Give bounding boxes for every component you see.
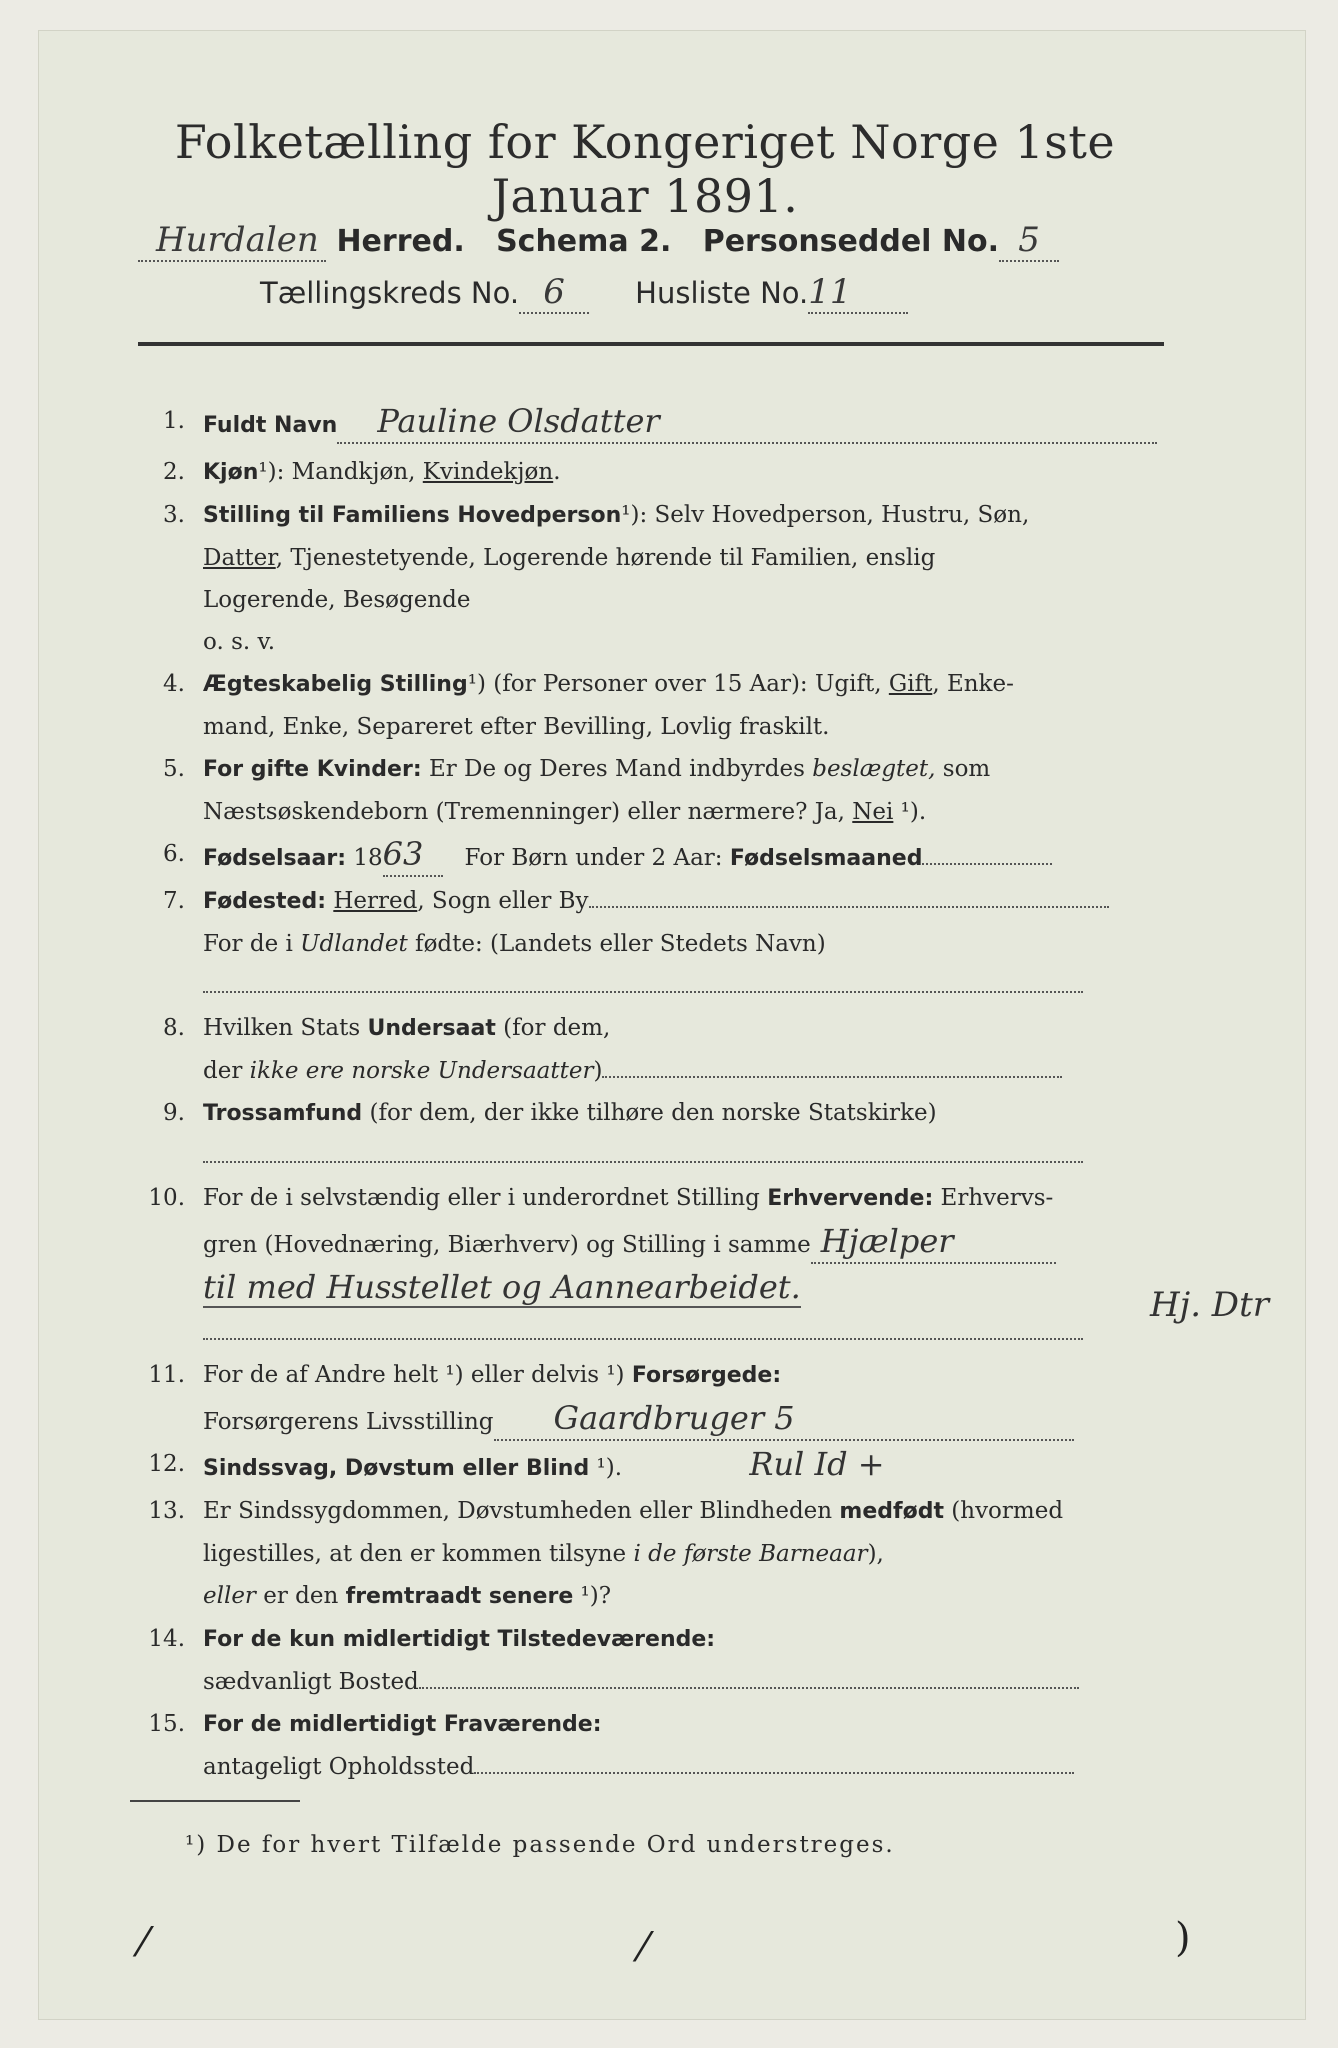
item-text: For de i xyxy=(203,931,301,957)
taellingskreds-label: Tællingskreds No. xyxy=(260,276,520,310)
item-label: Erhvervende: xyxy=(767,1186,934,1211)
item-1 xyxy=(130,400,1180,447)
item-label: Fødselsmaaned xyxy=(729,846,923,871)
item-6 xyxy=(130,833,1180,880)
item-text: Forsørgerens Livsstilling xyxy=(203,1409,494,1435)
item-label: Ægteskabelig Stilling xyxy=(203,672,468,697)
item-text: er den xyxy=(255,1583,346,1609)
provider-occupation-value: Gaardbruger 5 xyxy=(494,1397,1074,1441)
item-number: 9. xyxy=(163,1100,185,1126)
item-text: , Enke- xyxy=(932,671,1014,697)
item-text: For Børn under 2 Aar: xyxy=(464,845,723,871)
item-text: Er De og Deres Mand indbyrdes xyxy=(428,756,813,782)
item-label: Fuldt Navn xyxy=(203,413,338,438)
item-label: Sindssvag, Døvstum eller Blind xyxy=(203,1456,590,1481)
item-label: For gifte Kvinder: xyxy=(203,757,422,782)
item-text: Logerende, Besøgende xyxy=(203,587,471,613)
item-label: Fødested: xyxy=(203,889,326,914)
item-text: Erhvervs- xyxy=(933,1185,1054,1211)
item-text: Hvilken Stats xyxy=(203,1015,368,1041)
question-list xyxy=(130,400,1180,1788)
husliste-value: 11 xyxy=(808,272,908,314)
item-text: For de i selvstændig eller i underordnet Stilling xyxy=(203,1185,768,1211)
marked-option: Kvindekjøn xyxy=(422,459,554,485)
item-4 xyxy=(130,663,1180,748)
item-number: 7. xyxy=(163,888,185,914)
item-text: (for dem, xyxy=(495,1015,611,1041)
item-11 xyxy=(130,1354,1180,1443)
item-10 xyxy=(130,1177,1180,1354)
item-number: 6. xyxy=(163,841,185,867)
item-label: Kjøn xyxy=(203,460,259,485)
item-text: . xyxy=(553,459,561,485)
item-text: Er Sindssygdommen, Døvstumheden eller Blindheden xyxy=(203,1498,840,1524)
item-3 xyxy=(130,494,1180,663)
header-line-taellingskreds xyxy=(260,272,1160,314)
item-number: 11. xyxy=(148,1362,185,1388)
item-2 xyxy=(130,451,1180,494)
item-text: For de af Andre helt ¹) eller delvis ¹) xyxy=(203,1362,632,1388)
item-8 xyxy=(130,1007,1180,1092)
item-label: Stilling til Familiens Hovedperson xyxy=(203,503,622,528)
form-title: Folketælling for Kongeriget Norge 1ste Januar 1891. xyxy=(174,115,1116,223)
item-text: Næstsøskendeborn (Tremenninger) eller nærmere? Ja, xyxy=(203,799,853,825)
item-text: o. s. v. xyxy=(203,629,276,655)
item-text: ligestilles, at den er kommen tilsyne xyxy=(203,1541,634,1567)
marked-option: Nei xyxy=(852,799,894,825)
item-number: 3. xyxy=(163,502,185,528)
item-number: 5. xyxy=(163,756,185,782)
margin-annotation: Hj. Dtr xyxy=(1150,1285,1269,1325)
item-text: , Tjenestetyende, Logerende hørende til Familien, enslig xyxy=(275,545,936,571)
husliste-label: Husliste No. xyxy=(635,276,809,310)
item-number: 4. xyxy=(163,671,185,697)
item-number: 14. xyxy=(148,1626,185,1652)
item-text: fødte: (Landets eller Stedets Navn) xyxy=(407,931,826,957)
item-number: 10. xyxy=(148,1185,185,1211)
birth-year-prefix: 18 xyxy=(353,845,383,871)
header-rule xyxy=(138,342,1164,346)
item-label: For de kun midlertidigt Tilstedeværende: xyxy=(203,1627,716,1652)
marked-option: Datter xyxy=(203,545,276,571)
marked-option: Gift xyxy=(888,671,933,697)
disability-value: Rul Id + xyxy=(749,1445,885,1483)
item-text: (hvormed xyxy=(943,1498,1064,1524)
full-name-value: Pauline Olsdatter xyxy=(337,400,1157,444)
item-label: medfødt xyxy=(839,1499,944,1524)
personseddel-label: Personseddel No. xyxy=(702,224,1000,259)
item-14 xyxy=(130,1618,1180,1703)
item-label: Trossamfund xyxy=(203,1101,363,1126)
item-text: ¹): Selv Hovedperson, Hustru, Søn, xyxy=(621,502,1030,528)
item-text: gren (Hovednæring, Biærhverv) og Stilling i samme xyxy=(203,1232,811,1258)
occupation-value-a: Hjælper xyxy=(811,1220,1056,1264)
item-number: 2. xyxy=(163,459,185,485)
occupation-value-b: til med Husstellet og Aannearbeidet. xyxy=(203,1268,801,1306)
taellingskreds-value: 6 xyxy=(519,272,589,314)
item-text: antageligt Opholdssted xyxy=(203,1754,475,1780)
item-text: ), xyxy=(867,1541,884,1567)
item-5 xyxy=(130,748,1180,833)
item-13 xyxy=(130,1490,1180,1618)
header-line-herred xyxy=(138,220,1188,262)
item-number: 15. xyxy=(148,1711,185,1737)
item-label: fremtraadt senere xyxy=(345,1584,574,1609)
schema-label: Schema 2. xyxy=(496,224,672,259)
item-number: 12. xyxy=(148,1451,185,1477)
item-number: 8. xyxy=(163,1015,185,1041)
item-label: Fødselsaar: xyxy=(203,846,346,871)
pen-mark-left: ⁄ xyxy=(140,1920,147,1966)
item-text: der xyxy=(203,1058,250,1084)
pen-mark-right: ) xyxy=(1175,1915,1191,1961)
item-text: Udlandet xyxy=(300,931,408,957)
item-7 xyxy=(130,880,1180,1007)
item-text: ¹). xyxy=(893,799,927,825)
item-text: ¹): Mandkjøn, xyxy=(258,459,423,485)
item-text: sædvanligt Bosted xyxy=(203,1669,419,1695)
item-text: ikke ere norske Undersaatter xyxy=(249,1058,594,1084)
item-text: , Sogn eller By xyxy=(417,888,589,914)
item-number: 13. xyxy=(148,1498,185,1524)
item-15 xyxy=(130,1703,1180,1788)
item-number: 1. xyxy=(163,408,185,434)
item-text: beslægtet, xyxy=(812,756,936,782)
item-9 xyxy=(130,1092,1180,1177)
marked-option: Herred xyxy=(333,888,418,914)
item-text: eller xyxy=(203,1583,256,1609)
personseddel-value: 5 xyxy=(999,220,1059,262)
item-label: For de midlertidigt Fraværende: xyxy=(203,1712,602,1737)
footnote-rule xyxy=(130,1800,300,1802)
item-text: (for dem, der ikke tilhøre den norske Statskirke) xyxy=(362,1100,937,1126)
footnote: ¹) De for hvert Tilfælde passende Ord understreges. xyxy=(185,1832,895,1858)
herred-label: Herred. xyxy=(336,224,465,259)
item-text: ¹). xyxy=(589,1455,623,1481)
item-text: ) xyxy=(593,1058,603,1084)
pen-mark-center: ⁄ xyxy=(640,1925,647,1971)
item-label: Undersaat xyxy=(367,1016,496,1041)
item-text: ¹)? xyxy=(573,1583,612,1609)
item-label: Forsørgede: xyxy=(631,1363,782,1388)
item-text: mand, Enke, Separeret efter Bevilling, Lovlig fraskilt. xyxy=(203,714,830,740)
birth-year-value: 63 xyxy=(383,833,443,877)
item-12 xyxy=(130,1443,1180,1490)
item-text: i de første Barneaar xyxy=(633,1541,868,1567)
item-text: som xyxy=(935,756,991,782)
item-text: ¹) (for Personer over 15 Aar): Ugift, xyxy=(467,671,889,697)
herred-value: Hurdalen xyxy=(138,220,326,262)
